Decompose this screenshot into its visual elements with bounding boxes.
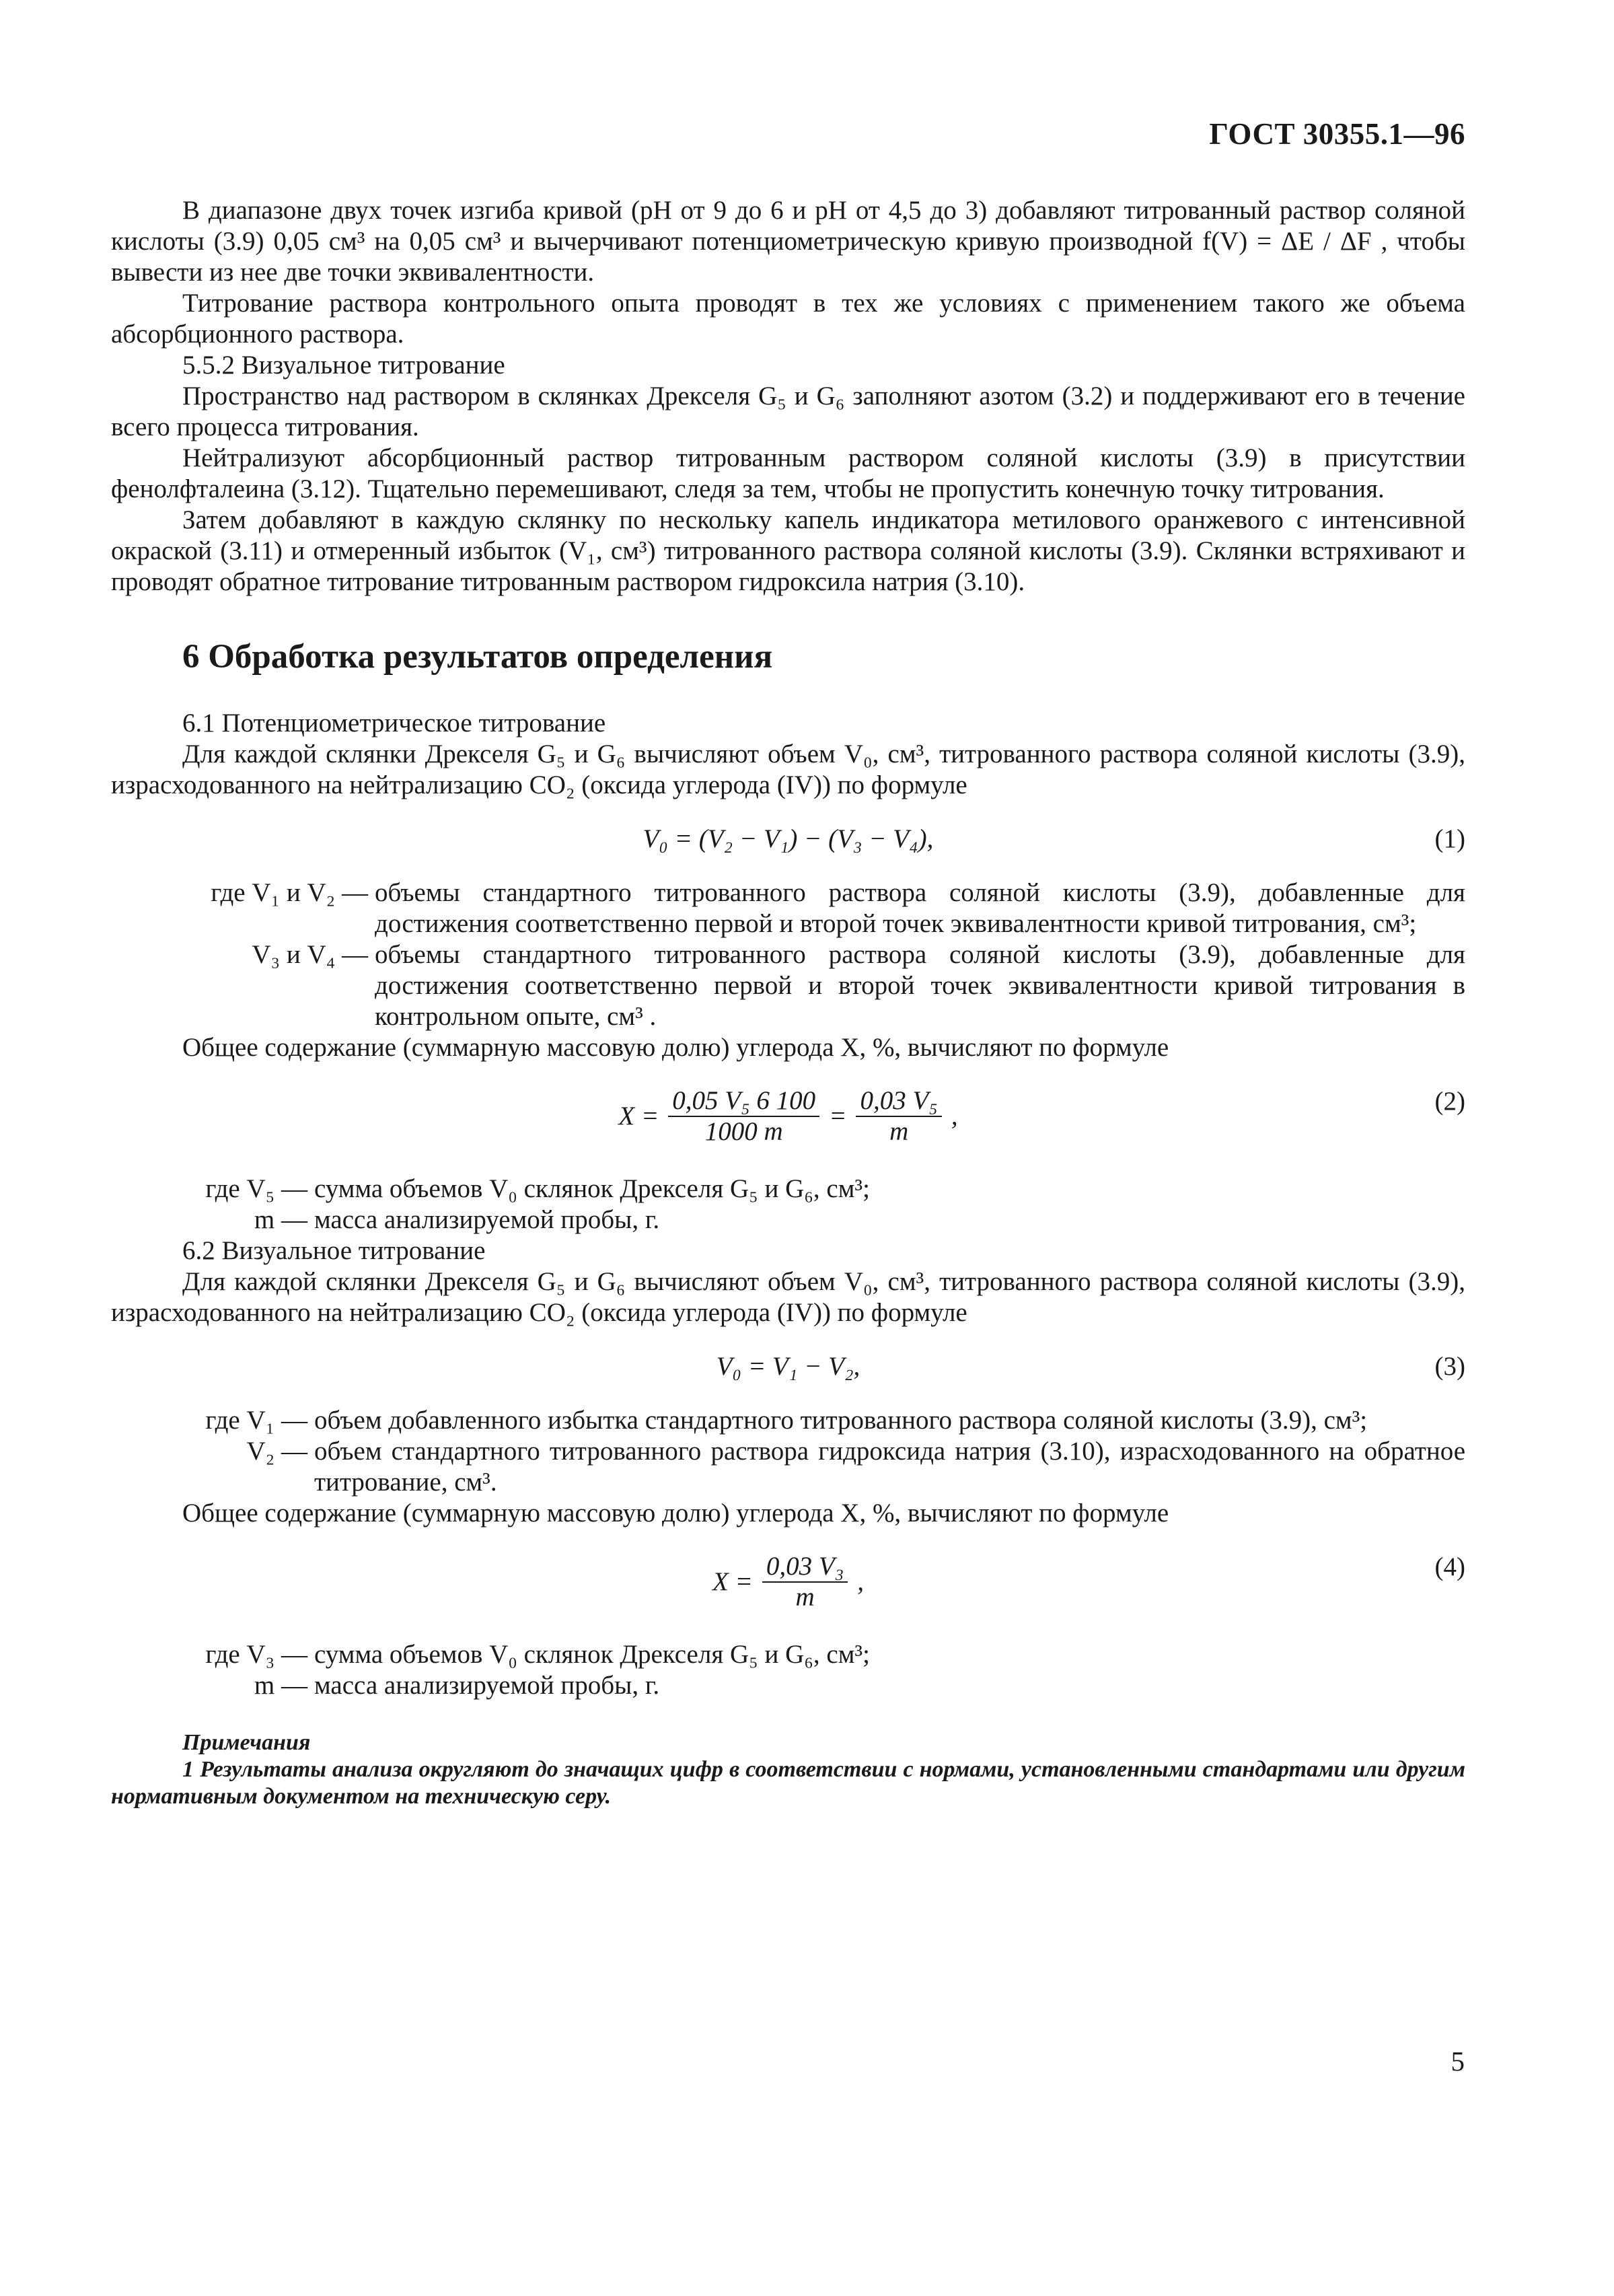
paragraph-nitrogen: Пространство над раствором в склянках Дрекселя G₅ и G₆ заполняют азотом (3.2) и поддерживают его в течение всего процесса титрования. xyxy=(111,382,1465,441)
definition-text: объем добавленного избытка стандартного титрованного раствора соляной кислоты (3.9), см³; xyxy=(314,1406,1368,1435)
definition-row xyxy=(111,1405,1465,1436)
definition-row xyxy=(111,1670,1465,1701)
formula-2-numerator-2: 0,03 V₅ xyxy=(856,1086,941,1117)
definition-symbol: где V₃ — xyxy=(205,1640,307,1669)
formula-2-equals: = xyxy=(829,1102,847,1131)
definition-row xyxy=(111,1174,1465,1205)
formula-4-definitions xyxy=(111,1639,1465,1701)
definition-text: масса анализируемой пробы, г. xyxy=(314,1671,660,1700)
formula-2-denominator-1: 1000 m xyxy=(704,1117,783,1146)
definition-symbol: где V₁ — xyxy=(205,1406,307,1435)
subsection-6-2: 6.2 Визуальное титрование xyxy=(182,1236,486,1265)
formula-2-definitions xyxy=(111,1174,1465,1235)
paragraph-back-titration: Затем добавляют в каждую склянку по нескольку капель индикатора метилового оранжевого с интенсивной окраской (3.11) и отмеренный избыток (V₁, см³) титрованного раствора соляной кислоты (3.9). Склянки встряхивают и проводят обратное титрование титрованным раствором гидроксила натрия (3.10). xyxy=(111,505,1465,596)
formula-4-numerator: 0,03 V₃ xyxy=(762,1552,848,1583)
formula-4 xyxy=(111,1552,1465,1616)
formula-2-fraction-2 xyxy=(856,1086,941,1147)
definition-text: объемы стандартного титрованного раствора соляной кислоты (3.9), добавленные для достижения соответственно первой и второй точек эквивалентности кривой титрования, см³; xyxy=(375,878,1465,938)
note-1: 1 Результаты анализа округляют до значащих цифр в соответствии с нормами, установленными стандартами или другим нормативным документом на техническую серу. xyxy=(111,1757,1465,1809)
formula-2-number: (2) xyxy=(1434,1087,1465,1116)
paragraph-total-carbon-2: Общее содержание (суммарную массовую долю) углерода X, %, вычисляют по формуле xyxy=(182,1499,1169,1528)
formula-1-expression: V₀ = (V₂ − V₁) − (V₃ − V₄), xyxy=(643,824,934,853)
standard-header: ГОСТ 30355.1—96 xyxy=(1209,117,1465,151)
definition-symbol: V₃ и V₄ — xyxy=(252,940,368,969)
subsection-6-1: 6.1 Потенциометрическое титрование xyxy=(182,709,606,738)
page-body xyxy=(111,195,1465,1810)
definition-symbol: где V₅ — xyxy=(205,1174,307,1203)
formula-4-lhs: X = xyxy=(712,1567,753,1596)
formula-1-definitions xyxy=(111,877,1465,1032)
paragraph-inflection: В диапазоне двух точек изгиба кривой (pH от 9 до 6 и pH от 4,5 до 3) добавляют титрованный раствор соляной кислоты (3.9) 0,05 см³ на 0,05 см³ и вычерчивают потенциометрическую кривую производной f(V) = ΔE / ΔF , чтобы вывести из нее две точки эквивалентности. xyxy=(111,196,1465,287)
paragraph-neutralize: Нейтрализуют абсорбционный раствор титрованным раствором соляной кислоты (3.9) в присутствии фенолфталеина (3.12). Тщательно перемешивают, следя за тем, чтобы не пропустить конечную точку титрования. xyxy=(111,443,1465,503)
paragraph-6-2-volume: Для каждой склянки Дрекселя G₅ и G₆ вычисляют объем V₀, см³, титрованного раствора соляной кислоты (3.9), израсходованного на нейтрализацию CO₂ (оксида углерода (IV)) по формуле xyxy=(111,1267,1465,1327)
definition-row xyxy=(111,939,1465,1032)
section-6-heading: 6 Обработка результатов определения xyxy=(182,638,773,676)
definition-text: объем стандартного титрованного раствора гидроксида натрия (3.10), израсходованного на обратное титрование, см³. xyxy=(314,1437,1465,1497)
definition-row xyxy=(111,1205,1465,1235)
formula-2-denominator-2: m xyxy=(889,1117,909,1146)
formula-2-comma: , xyxy=(951,1102,958,1131)
notes-block xyxy=(111,1729,1465,1810)
definition-row xyxy=(111,1639,1465,1670)
formula-3-definitions xyxy=(111,1405,1465,1498)
notes-title: Примечания xyxy=(182,1730,311,1755)
page-number: 5 xyxy=(1451,2046,1465,2077)
formula-4-comma: , xyxy=(857,1567,865,1596)
formula-3 xyxy=(111,1351,1465,1382)
formula-2 xyxy=(111,1086,1465,1151)
definition-symbol: V₂ — xyxy=(246,1437,307,1466)
formula-1 xyxy=(111,824,1465,855)
formula-4-number: (4) xyxy=(1434,1552,1465,1581)
definition-text: масса анализируемой пробы, г. xyxy=(314,1205,660,1234)
definition-row xyxy=(111,1436,1465,1498)
paragraph-6-1-volume: Для каждой склянки Дрекселя G₅ и G₆ вычисляют объем V₀, см³, титрованного раствора соляной кислоты (3.9), израсходованного на нейтрализацию CO₂ (оксида углерода (IV)) по формуле xyxy=(111,740,1465,799)
paragraph-total-carbon-1: Общее содержание (суммарную массовую долю) углерода X, %, вычисляют по формуле xyxy=(182,1033,1169,1062)
definition-symbol: где V₁ и V₂ — xyxy=(211,878,368,907)
definition-symbol: m — xyxy=(254,1671,307,1700)
paragraph-blank-test: Титрование раствора контрольного опыта проводят в тех же условиях с применением такого же объема абсорбционного раствора. xyxy=(111,289,1465,349)
definition-symbol: m — xyxy=(254,1205,307,1234)
formula-2-lhs: X = xyxy=(618,1102,659,1131)
definition-text: объемы стандартного титрованного раствора соляной кислоты (3.9), добавленные для достижения соответственно первой и второй точек эквивалентности кривой титрования в контрольном опыте, см³ . xyxy=(375,940,1465,1031)
definition-row xyxy=(111,877,1465,939)
definition-text: сумма объемов V₀ склянок Дрекселя G₅ и G₆, см³; xyxy=(314,1174,870,1203)
formula-2-fraction-1 xyxy=(668,1086,819,1147)
formula-1-number: (1) xyxy=(1434,824,1465,853)
definition-text: сумма объемов V₀ склянок Дрекселя G₅ и G₆, см³; xyxy=(314,1640,870,1669)
formula-3-number: (3) xyxy=(1434,1352,1465,1381)
formula-4-denominator: m xyxy=(795,1583,815,1612)
formula-3-expression: V₀ = V₁ − V₂, xyxy=(716,1352,860,1381)
formula-2-expression xyxy=(618,1086,957,1147)
formula-4-expression xyxy=(712,1552,864,1612)
formula-4-fraction xyxy=(762,1552,848,1612)
formula-2-numerator-1: 0,05 V₅ 6 100 xyxy=(668,1086,819,1117)
subsection-5-5-2: 5.5.2 Визуальное титрование xyxy=(182,351,505,380)
